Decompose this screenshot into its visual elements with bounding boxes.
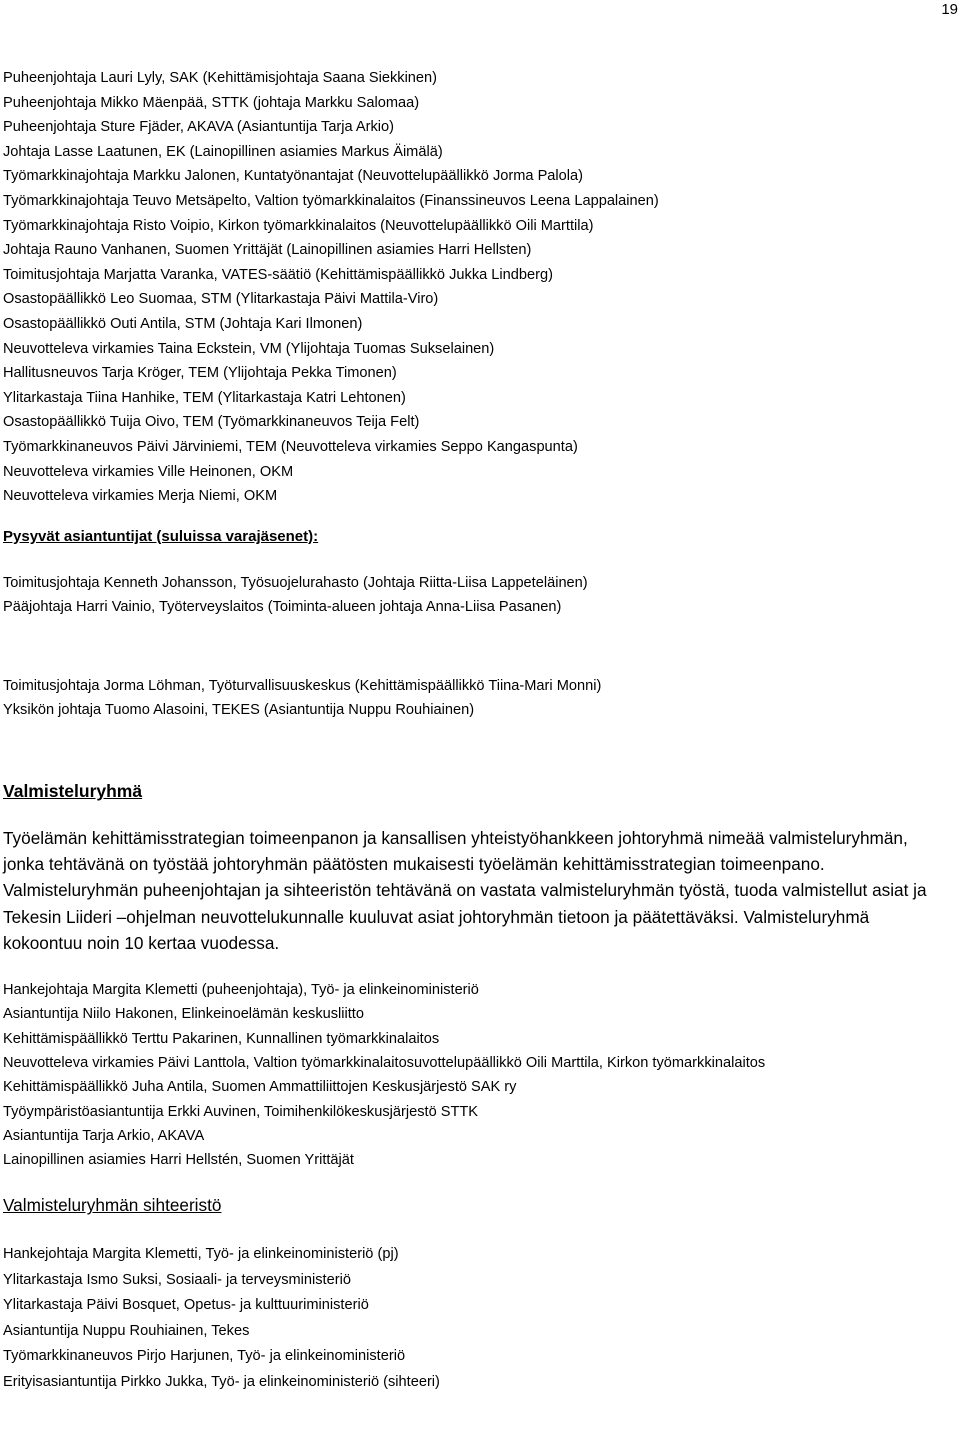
- secretariat-member-line: Hankejohtaja Margita Klemetti, Työ- ja elinkeinoministeriö (pj): [3, 1246, 399, 1263]
- secretariat-member-line: Ylitarkastaja Ismo Suksi, Sosiaali- ja terveysministeriö: [3, 1271, 351, 1288]
- prep-member-line: Työympäristöasiantuntija Erkki Auvinen, Toimihenkilökeskusjärjestö STTK: [3, 1103, 479, 1120]
- member-line: Johtaja Lasse Laatunen, EK (Lainopillinen asiamies Markus Äimälä): [3, 143, 443, 160]
- experts-list-2: [3, 674, 950, 723]
- prep-member-line: Kehittämispäällikkö Juha Antila, Suomen Ammattiliittojen Keskusjärjestö SAK ry: [3, 1079, 517, 1096]
- member-line: Hallitusneuvos Tarja Kröger, TEM (Ylijohtaja Pekka Timonen): [3, 365, 397, 382]
- member-line: Työmarkkinajohtaja Risto Voipio, Kirkon työmarkkinalaitos (Neuvottelupäällikkö Oili Marttila): [3, 217, 594, 234]
- secretariat-member-line: Asiantuntija Nuppu Rouhiainen, Tekes: [3, 1322, 250, 1339]
- member-line: Neuvotteleva virkamies Merja Niemi, OKM: [3, 488, 278, 505]
- member-line: Puheenjohtaja Sture Fjäder, AKAVA (Asiantuntija Tarja Arkio): [3, 119, 395, 136]
- expert-line: Pääjohtaja Harri Vainio, Työterveyslaitos (Toiminta-alueen johtaja Anna-Liisa Pasanen): [3, 599, 562, 616]
- member-line: Neuvotteleva virkamies Taina Eckstein, VM (Ylijohtaja Tuomas Sukselainen): [3, 340, 495, 357]
- expert-line: Toimitusjohtaja Jorma Löhman, Työturvallisuuskeskus (Kehittämispäällikkö Tiina-Mari Monni): [3, 677, 602, 694]
- member-line: Osastopäällikkö Outi Antila, STM (Johtaja Kari Ilmonen): [3, 315, 363, 332]
- prep-member-line: Asiantuntija Niilo Hakonen, Elinkeinoelämän keskusliitto: [3, 1006, 364, 1023]
- expert-line: Yksikön johtaja Tuomo Alasoini, TEKES (Asiantuntija Nuppu Rouhiainen): [3, 702, 475, 719]
- prep-member-line: Lainopillinen asiamies Harri Hellstén, Suomen Yrittäjät: [3, 1152, 354, 1169]
- prep-member-line: Hankejohtaja Margita Klemetti (puheenjohtaja), Työ- ja elinkeinoministeriö: [3, 982, 479, 999]
- member-line: Neuvotteleva virkamies Ville Heinonen, OKM: [3, 463, 294, 480]
- member-line: Osastopäällikkö Leo Suomaa, STM (Ylitarkastaja Päivi Mattila-Viro): [3, 291, 439, 308]
- experts-list-1: [3, 571, 950, 620]
- secretariat-member-line: Ylitarkastaja Päivi Bosquet, Opetus- ja kulttuuriministeriö: [3, 1297, 369, 1314]
- permanent-experts-heading: Pysyvät asiantuntijat (suluissa varajäsenet):: [3, 527, 319, 545]
- member-line: Toimitusjohtaja Marjatta Varanka, VATES-säätiö (Kehittämispäällikkö Jukka Lindberg): [3, 266, 553, 283]
- secretariat-member-line: Työmarkkinaneuvos Pirjo Harjunen, Työ- ja elinkeinoministeriö: [3, 1348, 406, 1365]
- expert-line: Toimitusjohtaja Kenneth Johansson, Työsuojelurahasto (Johtaja Riitta-Liisa Lappeteläinen): [3, 574, 588, 591]
- member-line: Johtaja Rauno Vanhanen, Suomen Yrittäjät (Lainopillinen asiamies Harri Hellsten): [3, 242, 532, 259]
- member-line: Ylitarkastaja Tiina Hanhike, TEM (Ylitarkastaja Katri Lehtonen): [3, 389, 406, 406]
- prep-member-line: Kehittämispäällikkö Terttu Pakarinen, Kunnallinen työmarkkinalaitos: [3, 1030, 440, 1047]
- prep-member-line: Neuvotteleva virkamies Päivi Lanttola, Valtion työmarkkinalaitosuvottelupäällikkö Oili Marttila, Kirkon työmarkkinalaitos: [3, 1054, 766, 1071]
- member-line: Työmarkkinajohtaja Markku Jalonen, Kuntatyönantajat (Neuvottelupäällikkö Jorma Palola): [3, 168, 584, 185]
- member-line: Työmarkkinajohtaja Teuvo Metsäpelto, Valtion työmarkkinalaitos (Finanssineuvos Leena Lappalainen): [3, 192, 659, 209]
- secretariat-title: Valmisteluryhmän sihteeristö: [3, 1195, 222, 1216]
- member-line: Työmarkkinaneuvos Päivi Järviniemi, TEM (Neuvotteleva virkamies Seppo Kangaspunta): [3, 438, 578, 455]
- page-number: 19: [941, 1, 958, 18]
- prep-group-paragraph: Työelämän kehittämisstrategian toimeenpanon ja kansallisen yhteistyöhankkeen johtoryhmä nimeää valmisteluryhmän, jonka tehtävänä on työstää johtoryhmän päätösten mukaisesti työelämän kehittämisstrategian toimeenpano. Valmisteluryhmän puheenjohtajan ja sihteeristön tehtävänä on vastata valmisteluryhmän työstä, tuoda valmistellut asiat ja Tekesin Liideri –ohjelman neuvottelukunnalle kuuluvat asiat johtoryhmän tietoon ja päätettäväksi. Valmisteluryhmä kokoontuu noin 10 kertaa vuodessa.: [3, 828, 927, 953]
- member-line: Osastopäällikkö Tuija Oivo, TEM (Työmarkkinaneuvos Teija Felt): [3, 414, 420, 431]
- member-line: Puheenjohtaja Mikko Mäenpää, STTK (johtaja Markku Salomaa): [3, 94, 420, 111]
- secretariat-member-line: Erityisasiantuntija Pirkko Jukka, Työ- ja elinkeinoministeriö (sihteeri): [3, 1373, 440, 1390]
- member-line: Puheenjohtaja Lauri Lyly, SAK (Kehittämisjohtaja Saana Siekkinen): [3, 70, 438, 86]
- prep-member-line: Asiantuntija Tarja Arkio, AKAVA: [3, 1127, 205, 1144]
- document-page: [3, 66, 950, 1395]
- steering-group-member-list: [3, 66, 950, 509]
- secretariat-member-list: [3, 1242, 950, 1395]
- prep-group-member-list: [3, 978, 950, 1172]
- prep-group-title: Valmisteluryhmä: [3, 781, 143, 802]
